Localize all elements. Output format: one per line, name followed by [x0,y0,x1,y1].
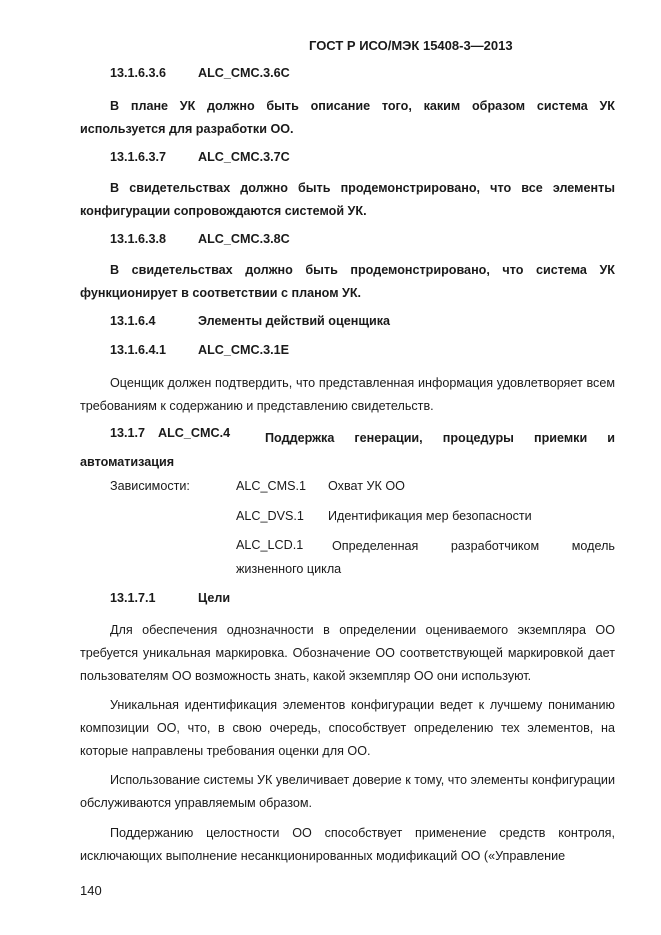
section-code: ALC_CMC.4 [158,426,231,440]
requirement-text: В свидетельствах должно быть продемонстрировано, что система УК функционирует в соответствии с планом УК. [80,263,615,300]
section-number: 13.1.6.3.7 [110,150,167,164]
dependency-description: Охват УК ОО [328,479,405,493]
section-number: 13.1.6.3.6 [110,66,167,80]
section-title: Элементы действий оценщика [198,314,391,328]
section-title: Поддержка генерации, процедуры приемки и автоматизация [80,431,615,469]
section-number: 13.1.6.4.1 [110,343,167,357]
section-code: ALC_CMC.3.1E [198,343,289,357]
dependency-code: ALC_CMS.1 [236,479,306,493]
section-number: 13.1.6.4 [110,314,156,328]
section-number: 13.1.7 [110,426,146,440]
dependency-description: Идентификация мер безопасности [328,509,532,523]
evaluator-text: Оценщик должен подтвердить, что представленная информация удовлетворяет всем требованиям к содержанию и представлению свидетельств. [80,376,615,413]
section-title: Цели [198,591,231,605]
dependency-code: ALC_DVS.1 [236,509,304,523]
body-paragraph: Уникальная идентификация элементов конфигурации ведет к лучшему пониманию композиции ОО, что, в свою очередь, способствует определению тех элементов, на которые направлены требования оценки для ОО. [80,698,615,758]
body-paragraph: Для обеспечения однозначности в определении оцениваемого экземпляра ОО требуется уникальная маркировка. Обозначение ОО соответствующей маркировкой дает пользователям ОО возможность знать, какой экземпляр ОО они используют. [80,623,615,683]
section-number: 13.1.7.1 [110,591,156,605]
body-paragraph: Использование системы УК увеличивает доверие к тому, что элементы конфигурации обслуживаются управляемым образом. [80,773,615,810]
dependency-code: ALC_LCD.1 [236,538,304,552]
section-number: 13.1.6.3.8 [110,232,167,246]
section-code: ALC_CMC.3.6C [198,66,290,80]
dependency-description: Определенная разработчиком модель жизненного цикла [236,539,615,576]
document-header: ГОСТ Р ИСО/МЭК 15408-3—2013 [309,38,513,53]
page-number: 140 [80,883,102,898]
body-paragraph: Поддержанию целостности ОО способствует применение средств контроля, исключающих выполнение несанкционированных модификаций ОО («Управление [80,826,615,863]
section-code: ALC_CMC.3.7C [198,150,290,164]
dependencies-label: Зависимости: [110,479,190,493]
requirement-text: В свидетельствах должно быть продемонстрировано, что все элементы конфигурации сопровождаются системой УК. [80,181,615,218]
requirement-text: В плане УК должно быть описание того, каким образом система УК используется для разработки ОО. [80,99,615,136]
section-code: ALC_CMC.3.8C [198,232,290,246]
